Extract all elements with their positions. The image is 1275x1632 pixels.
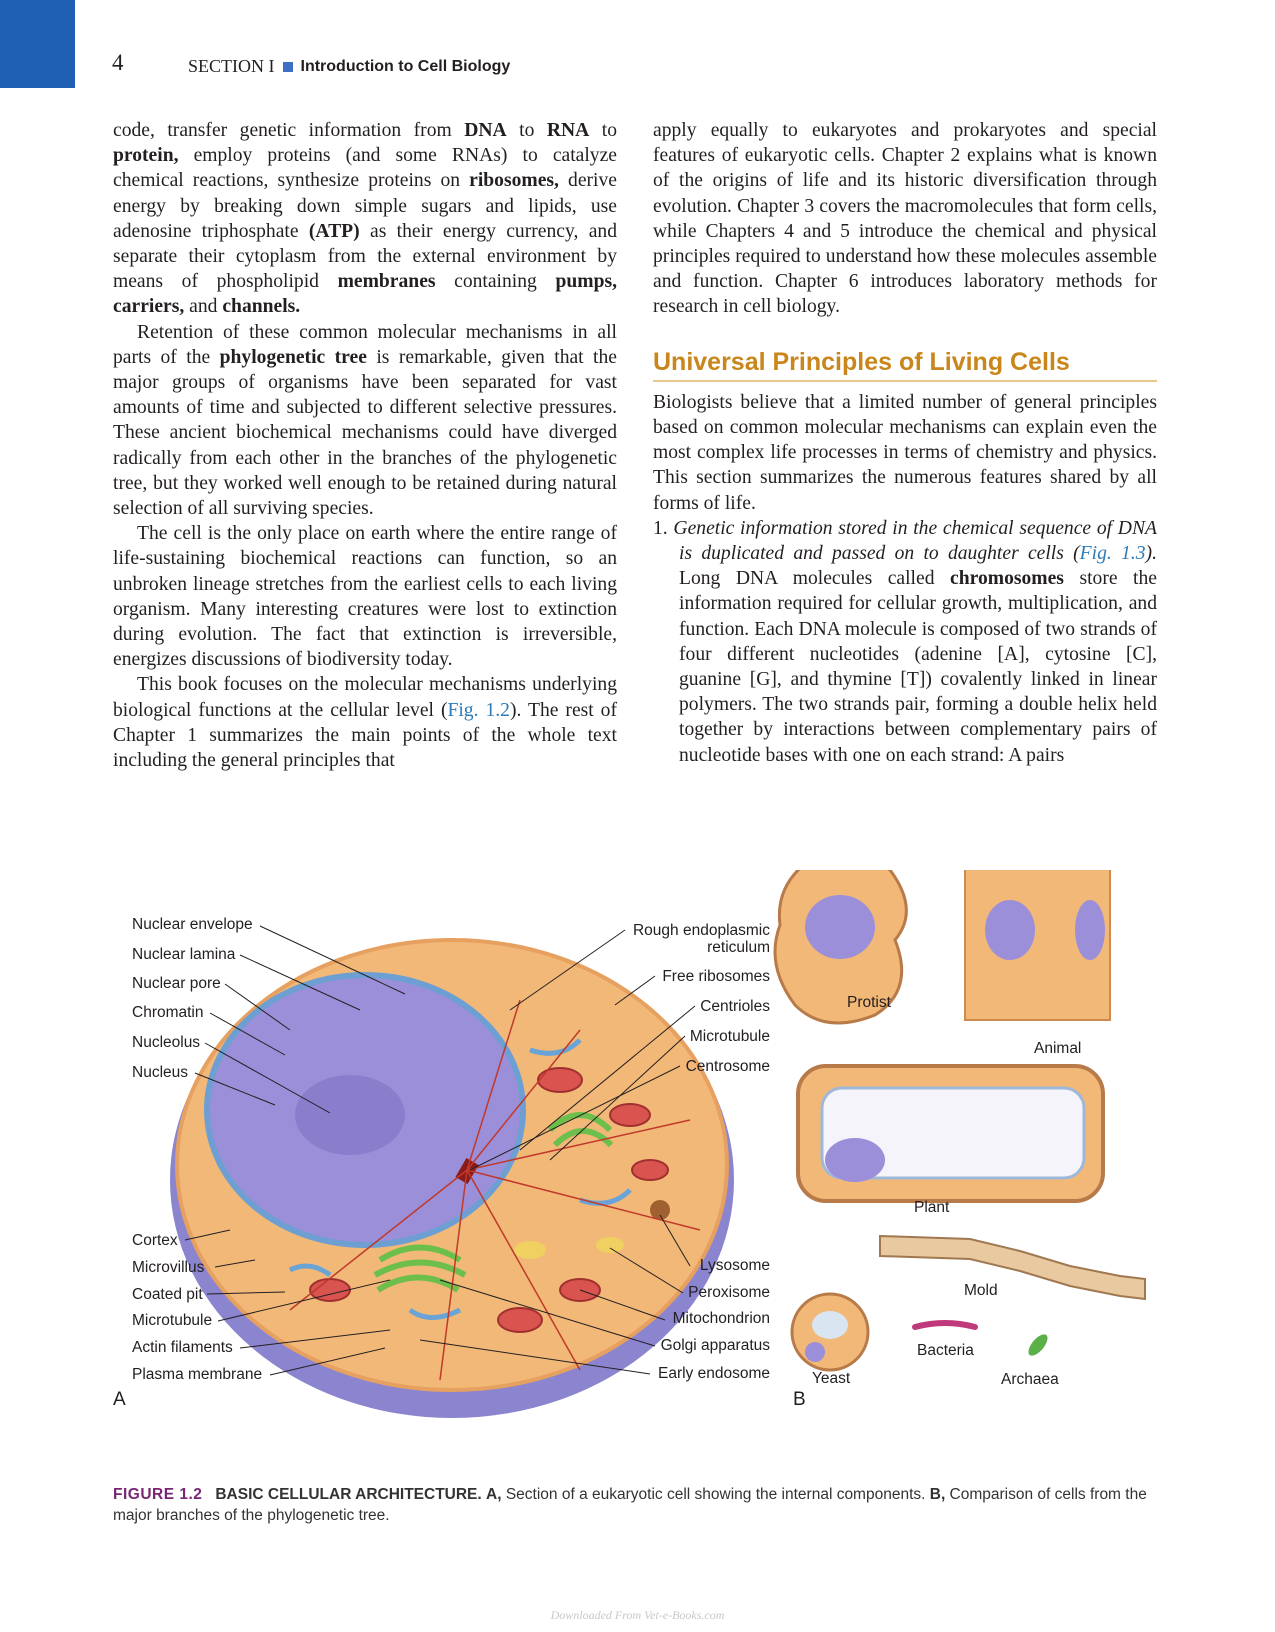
label-nuclear-envelope: Nuclear envelope [132, 916, 253, 933]
paragraph-5: apply equally to eukaryotes and prokaryotes and special features of eukaryotic cells. Chapter 2 explains what is known of the origins of life and its historic diversification through evolution. Chapter 3 covers the macromolecules that form cells, while Chapters 4 and 5 introduce the chemical and physical principles required to understand how these molecules assemble and function. Chapter 6 introduces laboratory methods for research in cell biology. [653, 120, 1157, 318]
mitochondrion-shape [610, 1104, 650, 1126]
organism-illustrations [775, 870, 1145, 1370]
vesicle-shape [514, 1241, 546, 1259]
paragraph-1: code, transfer genetic information from DNA to RNA to protein, employ proteins (and some RNAs) to catalyze chemical reactions, synthesize proteins on ribosomes, derive energy by breaking down simple sugars and lipids, use adenosine triphosphate (ATP) as their energy currency, and separate their cytoplasm from the external environment by means of phospholipid membranes containing pumps, carriers, and channels. [113, 120, 617, 318]
label-cortex: Cortex [132, 1232, 178, 1249]
label-protist: Protist [847, 994, 891, 1011]
panel-label-b: B [793, 1389, 806, 1410]
right-column [653, 118, 1157, 768]
corner-tab [0, 0, 75, 88]
mitochondrion-shape [498, 1308, 542, 1332]
label-yeast: Yeast [812, 1370, 851, 1387]
label-nuclear-pore: Nuclear pore [132, 975, 221, 992]
label-microtubule-left: Microtubule [132, 1312, 213, 1329]
animal-nucleus [1075, 900, 1105, 960]
running-head [188, 56, 510, 77]
caption-figure-number: FIGURE 1.2 [113, 1486, 203, 1503]
mitochondrion-shape [538, 1068, 582, 1092]
label-rough-er-line2: reticulum [707, 939, 770, 956]
label-animal: Animal [1034, 1040, 1082, 1057]
label-nucleus: Nucleus [132, 1064, 188, 1081]
plant-nucleus [825, 1138, 885, 1182]
label-golgi-apparatus: Golgi apparatus [660, 1337, 770, 1354]
left-column [113, 118, 617, 773]
yeast-vacuole [812, 1311, 848, 1339]
animal-nucleus [985, 900, 1035, 960]
label-chromatin: Chromatin [132, 1004, 204, 1021]
yeast-nucleus [805, 1342, 825, 1362]
label-centrioles: Centrioles [700, 998, 770, 1015]
page-number: 4 [112, 50, 124, 75]
paragraph-2: Retention of these common molecular mechanisms in all parts of the phylogenetic tree is remarkable, given that the major groups of organisms have been separated for vast amounts of time and subjected to different selective pressures. These ancient biochemical mechanisms could have diverged radically from each other in the branches of the phylogenetic tree, but they worked well enough to be retained during natural selection of all surviving species. [113, 321, 617, 520]
label-nucleolus: Nucleolus [132, 1034, 201, 1051]
label-plant: Plant [914, 1199, 950, 1216]
paragraph-6: Biologists believe that a limited number of general principles based on common molecular mechanisms can explain even the most complex life processes in terms of chemistry and physics. This section summarizes the numerous features shared by all forms of life. [653, 391, 1157, 514]
label-coated-pit: Coated pit [132, 1286, 203, 1303]
label-bacteria: Bacteria [917, 1342, 974, 1359]
label-mold: Mold [964, 1282, 998, 1299]
label-early-endosome: Early endosome [657, 1365, 770, 1382]
label-plasma-membrane: Plasma membrane [132, 1366, 263, 1383]
bacterium-shape [915, 1323, 975, 1327]
figure-1-2 [110, 870, 1160, 1450]
principle-item-1: 1. Genetic information stored in the chemical sequence of DNA is duplicated and passed on to daughter cells (Fig. 1.3). Long DNA molecules called chromosomes store the information required for cellular growth, multiplication, and function. Each DNA molecule is composed of two strands of four different nucleotides (adenine [A], cytosine [C], guanine [G], and thymine [T]) covalently linked in linear polymers. The two strands pair, forming a double helix held together by interactions between complementary pairs of nucleotide bases with one on each strand: A pairs [653, 517, 1157, 766]
label-centrosome: Centrosome [685, 1058, 770, 1075]
label-nuclear-lamina: Nuclear lamina [132, 946, 236, 963]
label-peroxisome: Peroxisome [688, 1284, 770, 1301]
cell-illustration [110, 870, 1160, 1450]
nucleolus-shape [295, 1075, 405, 1155]
panel-label-a: A [113, 1389, 126, 1410]
figure-link[interactable]: Fig. 1.2 [447, 699, 510, 721]
label-lysosome: Lysosome [699, 1257, 770, 1274]
download-watermark: Downloaded From Vet-e-Books.com [550, 1608, 725, 1622]
mitochondrion-shape [632, 1160, 668, 1180]
running-title: Introduction to Cell Biology [300, 57, 511, 75]
section-label: SECTION I [188, 56, 275, 76]
lysosome-shape [650, 1200, 670, 1220]
label-microvillus: Microvillus [132, 1259, 205, 1276]
square-bullet-icon [283, 62, 293, 72]
label-free-ribosomes: Free ribosomes [662, 968, 770, 985]
label-actin-filaments: Actin filaments [132, 1339, 233, 1356]
figure-link[interactable]: Fig. 1.3 [1079, 543, 1146, 565]
figure-caption: FIGURE 1.2 BASIC CELLULAR ARCHITECTURE. A, Section of a eukaryotic cell showing the internal components. B, Comparison of cells from the major branches of the phylogenetic tree. [113, 1486, 1147, 1524]
label-archaea: Archaea [1001, 1371, 1059, 1388]
caption-title: BASIC CELLULAR ARCHITECTURE. [215, 1486, 482, 1503]
label-microtubule-right: Microtubule [689, 1028, 770, 1045]
archaeon-shape [1025, 1331, 1051, 1359]
paragraph-3: The cell is the only place on earth where the entire range of life-sustaining biochemical reactions can function, so an unbroken lineage stretches from the earliest cells to each living organism. Many interesting creatures were lost to extinction during evolution. The fact that extinction is irreversible, energizes discussions of biodiversity today. [113, 523, 617, 671]
label-rough-er-line1: Rough endoplasmic [632, 922, 770, 939]
protist-nucleus [805, 895, 875, 959]
paragraph-4: This book focuses on the molecular mechanisms underlying biological functions at the cellular level (Fig. 1.2). The rest of Chapter 1 summarizes the main points of the whole text including the general principles that [113, 674, 617, 772]
label-mitochondrion: Mitochondrion [672, 1310, 770, 1327]
vesicle-shape [596, 1237, 624, 1253]
mold-hyphae [880, 1236, 1145, 1299]
section-heading: Universal Principles of Living Cells [653, 350, 1157, 382]
